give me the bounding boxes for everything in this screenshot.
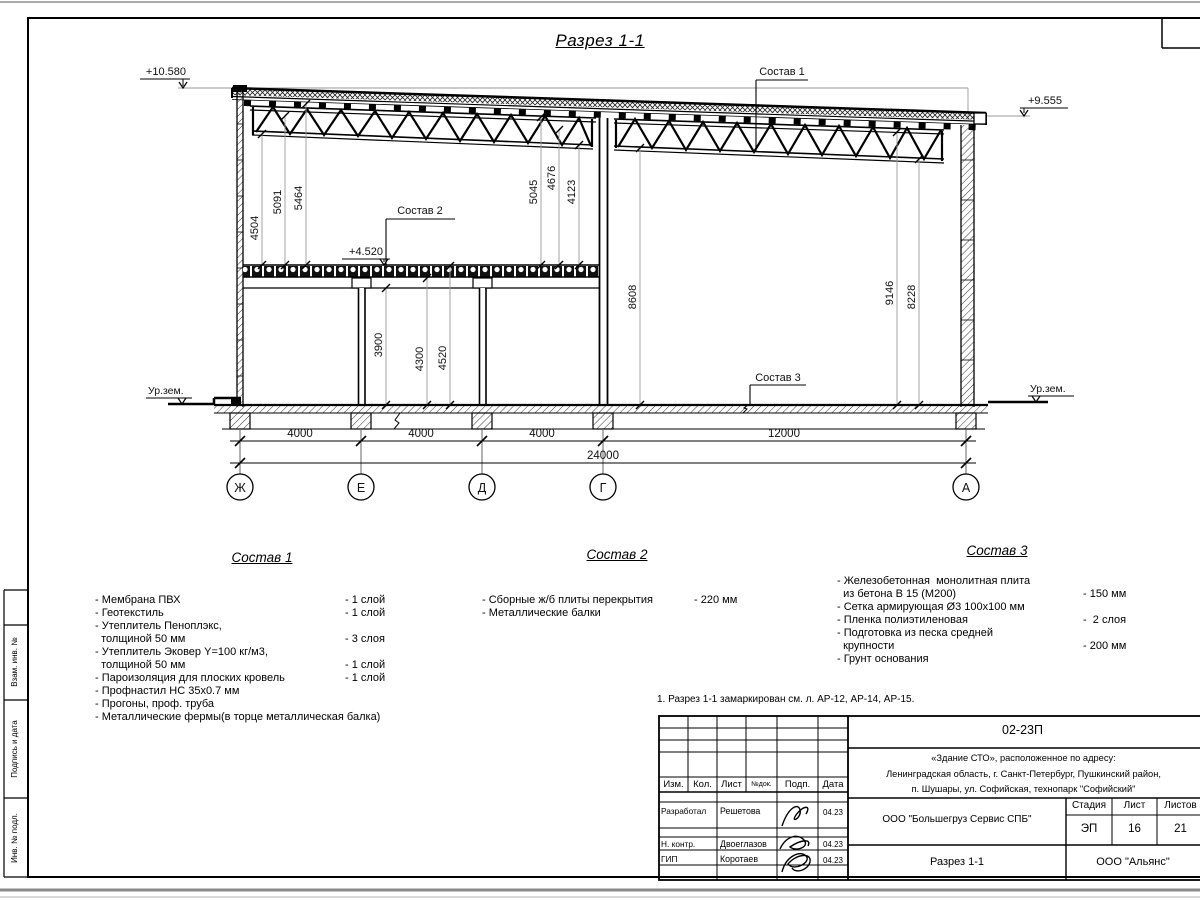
list-item: из бетона В 15 (М200) - 150 мм xyxy=(837,588,1127,600)
composition-3-title: Состав 3 xyxy=(966,543,1028,558)
dim-label: 4000 xyxy=(287,428,313,440)
list-item: - Сетка армирующая Ø3 100х100 мм xyxy=(837,601,1025,613)
horizontal-dimensions xyxy=(230,428,976,475)
floor-slab xyxy=(214,405,988,429)
col-header-podp: Подп. xyxy=(784,779,811,790)
col-header-kol: Кол. xyxy=(693,779,712,790)
dim-label: 3900 xyxy=(373,332,385,358)
dim-label: 5464 xyxy=(293,185,305,211)
dim-label: 24000 xyxy=(587,450,619,462)
sheet-value: 16 xyxy=(1128,823,1141,835)
stage-label: Стадия xyxy=(1071,800,1107,811)
list-item: толщиной 50 мм - 3 слоя xyxy=(95,633,386,645)
dim-label: 5091 xyxy=(272,189,284,215)
col-header-data: Дата xyxy=(822,779,844,790)
col-header-izm: Изм. xyxy=(663,779,684,790)
drawing-title: Разрез 1-1 xyxy=(929,856,984,868)
list-item: толщиной 50 мм - 1 слой xyxy=(95,659,386,671)
dim-label: 9146 xyxy=(884,280,896,306)
col-header-ndok: №док. xyxy=(751,781,772,788)
callout-label: Состав 1 xyxy=(759,66,805,78)
column-g xyxy=(600,118,608,405)
footing xyxy=(230,413,250,429)
composition-3-list xyxy=(837,575,1137,666)
contractor-org: ООО "Большегруз Сервис СПБ" xyxy=(882,814,1032,825)
doc-number: 02-23П xyxy=(1002,723,1043,737)
page-title: Разрез 1-1 xyxy=(555,31,645,50)
name-developer: Решетова xyxy=(720,806,761,816)
frame-label-podpis: Подпись и дата xyxy=(10,720,19,778)
list-item: - Пленка полиэтиленовая - 2 слоя xyxy=(837,614,1127,626)
date-developer: 04.23 xyxy=(822,808,844,817)
dim-label: 8228 xyxy=(906,284,918,310)
name-ncontrol: Двоеглазов xyxy=(720,839,767,849)
date-gip: 04.23 xyxy=(822,856,844,865)
elevation-label: +10.580 xyxy=(145,66,186,78)
list-item: - Грунт основания xyxy=(837,653,929,665)
role-gip: ГИП xyxy=(661,854,678,864)
signature-2 xyxy=(780,836,809,849)
company-name: ООО "Альянс" xyxy=(1096,856,1170,868)
list-item: - Металлические фермы(в торце металлическая балка) xyxy=(95,711,381,723)
axis-label: Ж xyxy=(234,481,246,495)
break-mark xyxy=(394,413,400,429)
project-line: п. Шушары, ул. Софийская, технопарк "Софийский" xyxy=(911,784,1136,794)
list-item: - Металлические балки xyxy=(482,607,601,619)
footing xyxy=(593,413,613,429)
roof xyxy=(232,85,986,128)
mezzanine-slab xyxy=(243,265,599,288)
column-e xyxy=(352,278,371,405)
footing xyxy=(472,413,492,429)
axis-label: Д xyxy=(477,481,487,495)
list-item: - Утеплитель Пеноплэкс, xyxy=(95,620,222,632)
composition-2-title: Состав 2 xyxy=(586,547,648,562)
dim-label: 4504 xyxy=(249,215,261,241)
dim-label: 5045 xyxy=(528,179,540,205)
stage-value: ЭП xyxy=(1080,823,1098,835)
elevation-label: +9.555 xyxy=(1028,95,1062,107)
dim-label: 8608 xyxy=(627,284,639,310)
list-item: - Прогоны, проф. труба xyxy=(95,698,215,710)
project-line: Ленинградская область, г. Санкт-Петербург, Пушкинский район, xyxy=(886,768,1161,779)
role-ncontrol: Н. контр. xyxy=(661,839,696,849)
ground-level-label: Ур.зем. xyxy=(148,385,184,397)
dim-label: 4000 xyxy=(529,428,555,440)
elevation-label: +4.520 xyxy=(349,246,383,258)
list-item: - Подготовка из песка средней xyxy=(837,627,993,639)
axis-label: А xyxy=(961,481,971,495)
project-address xyxy=(852,751,1195,798)
dim-label: 4520 xyxy=(437,345,449,371)
project-line: «Здание СТО», расположенное по адресу: xyxy=(931,753,1116,763)
list-item: - Пароизоляция для плоских кровель - 1 слой xyxy=(95,672,386,684)
sheet-label: Лист xyxy=(1123,800,1146,811)
role-developer: Разработал xyxy=(661,806,707,816)
callout-label: Состав 3 xyxy=(755,372,801,384)
footing xyxy=(351,413,371,429)
ground-level-label: Ур.зем. xyxy=(1030,383,1066,395)
composition-2-list xyxy=(482,594,762,620)
sheets-label: Листов xyxy=(1164,800,1197,811)
axis-label: Г xyxy=(599,481,607,495)
axis-label: Е xyxy=(356,481,366,495)
list-item: - Утеплитель Эковер Y=100 кг/м3, xyxy=(95,646,268,658)
dim-label: 4676 xyxy=(546,165,558,191)
list-item: - Сборные ж/б плиты перекрытия - 220 мм xyxy=(482,594,738,606)
column-d xyxy=(473,278,492,405)
sheets-value: 21 xyxy=(1174,823,1187,835)
left-wall xyxy=(237,88,243,407)
list-item: крупности - 200 мм xyxy=(837,640,1127,652)
dim-label: 4000 xyxy=(408,428,434,440)
frame-label-vzam: Взам. инв. № xyxy=(10,637,19,687)
name-gip: Коротаев xyxy=(720,854,758,864)
composition-1-list xyxy=(95,594,440,724)
list-item: - Профнастил НС 35х0.7 мм xyxy=(95,685,240,697)
dim-label: 4123 xyxy=(566,179,578,205)
drawing-note: 1. Разрез 1-1 замаркирован см. л. АР-12, АР-14, АР-15. xyxy=(657,694,915,705)
signatures xyxy=(780,807,810,872)
col-header-list: Лист xyxy=(721,779,742,790)
right-wall xyxy=(961,124,974,407)
list-item: - Железобетонная монолитная плита xyxy=(837,575,1031,587)
dim-label: 4300 xyxy=(414,346,426,372)
date-ncontrol: 04.23 xyxy=(822,840,844,849)
list-item: - Мембрана ПВХ - 1 слой xyxy=(95,594,386,606)
list-item: - Геотекстиль - 1 слой xyxy=(95,607,386,619)
footing xyxy=(956,413,976,429)
signature-3 xyxy=(782,854,810,872)
parapet-block xyxy=(974,113,986,124)
signature-1 xyxy=(782,807,808,826)
composition-1-title: Состав 1 xyxy=(231,550,293,565)
frame-label-inv: Инв. № подл. xyxy=(10,813,19,863)
dim-label: 12000 xyxy=(768,428,800,440)
callout-label: Состав 2 xyxy=(397,205,443,217)
axis-bubbles xyxy=(227,474,979,500)
